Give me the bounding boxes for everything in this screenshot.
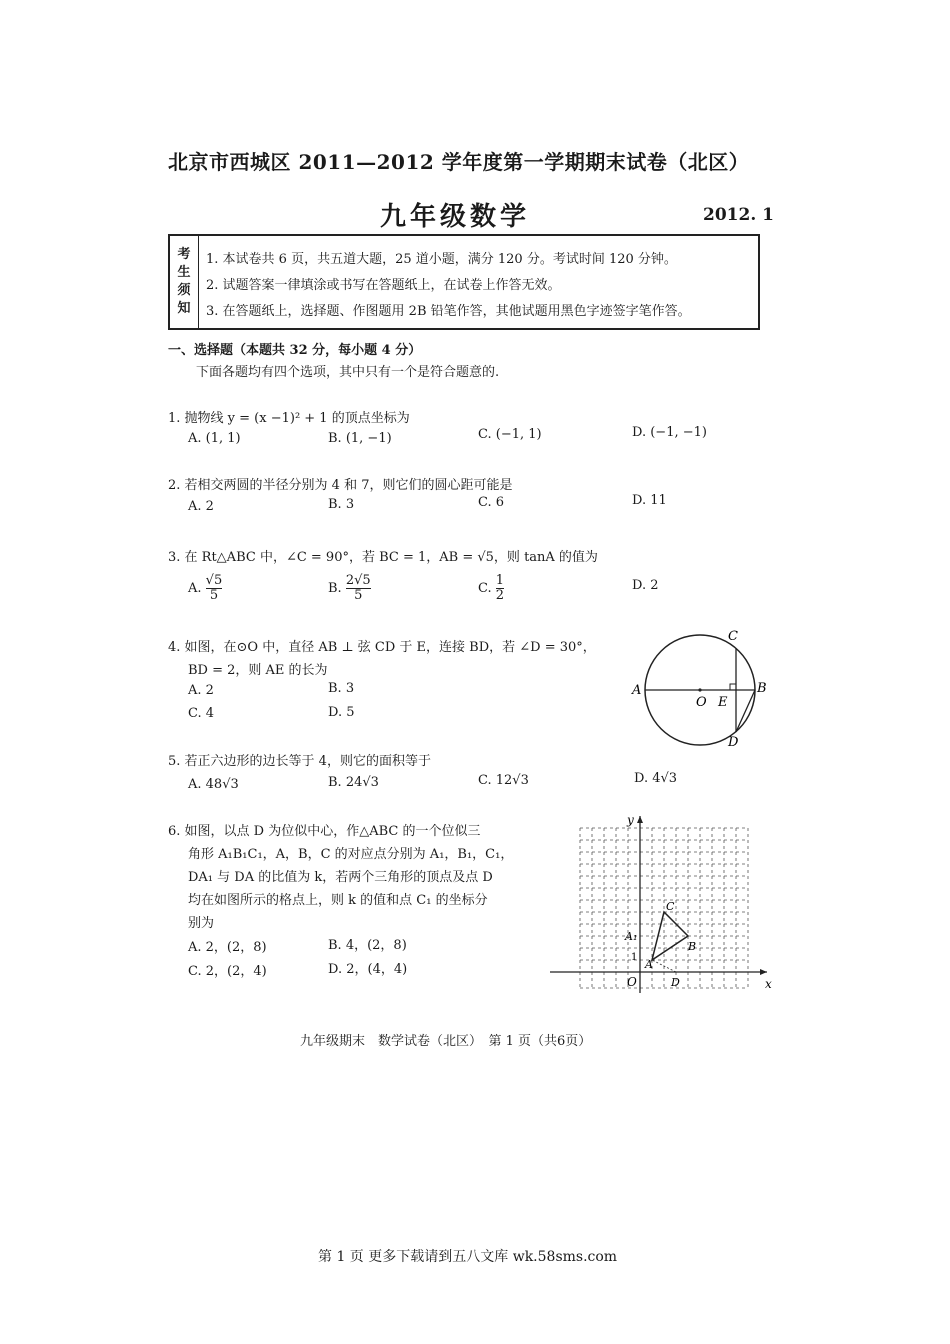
label-d: D [728, 735, 739, 750]
q2-option-b: B. 3 [328, 497, 355, 512]
q3-option-a: A. $\frac{√5}{5}$ [188, 573, 223, 603]
grid-figure [545, 810, 775, 995]
section-instruction: 下面各题均有四个选项，其中只有一个是符合题意的. [196, 365, 500, 380]
x-axis-arrow [760, 969, 767, 975]
site-footer: 第 1 页 更多下载请到五八文库 wk.58sms.com [318, 1249, 618, 1265]
label-unit: 1 [631, 952, 638, 963]
q2-option-a: A. 2 [188, 499, 214, 514]
q1-option-d: D. (−1, −1) [632, 425, 707, 440]
q1-option-b: B. (1, −1) [328, 431, 392, 446]
fraction: $\frac{2√5}{5}$ [345, 573, 371, 603]
question-6-line-4: 均在如图所示的格点上，则 k 的值和点 C₁ 的坐标分 [188, 893, 488, 908]
q2-option-c: C. 6 [478, 495, 505, 510]
question-3: 3. 在 Rt△ABC 中，∠C = 90°，若 BC = 1，AB = √5，则 tanA 的值为 [168, 550, 598, 565]
label-x: x [765, 977, 772, 991]
exam-subtitle: 九年级数学 [380, 202, 531, 232]
question-6-line-3: DA₁ 与 DA 的比值为 k，若两个三角形的顶点及点 D [188, 870, 493, 885]
q1-option-c: C. (−1, 1) [478, 427, 542, 442]
label-c: C [666, 900, 675, 913]
center-point [698, 688, 701, 691]
grid-lines [580, 828, 748, 988]
question-2: 2. 若相交两圆的半径分别为 4 和 7，则它们的圆心距可能是 [168, 478, 513, 493]
q3-option-c: C. $\frac{1}{2}$ [478, 573, 505, 603]
label-y: y [627, 813, 634, 827]
label-a: A [632, 683, 642, 698]
notice-label: 考 生 须 知 [170, 236, 199, 328]
label-b: B [757, 681, 767, 696]
q4-option-a: A. 2 [188, 683, 214, 698]
q5-option-b: B. 24√3 [328, 775, 379, 790]
q4-option-d: D. 5 [328, 705, 355, 720]
q6-option-d: D. 2，(4，4) [328, 962, 408, 977]
segment-bd [736, 690, 755, 732]
label-o: O [696, 695, 707, 710]
question-5: 5. 若正六边形的边长等于 4，则它的面积等于 [168, 754, 431, 769]
section-heading: 一、选择题（本题共 32 分，每小题 4 分） [168, 343, 422, 358]
fraction: $\frac{√5}{5}$ [205, 573, 223, 603]
exam-date: 2012. 1 [703, 205, 774, 225]
notice-item-1: 1. 本试卷共 6 页，共五道大题，25 道小题，满分 120 分。考试时间 120 分钟。 [206, 252, 677, 267]
q3-option-b: B. $\frac{2√5}{5}$ [328, 573, 371, 603]
q4-option-b: B. 3 [328, 681, 355, 696]
label-c: C [728, 629, 738, 644]
right-angle-mark [730, 684, 736, 690]
notice-box [168, 234, 760, 330]
q5-option-d: D. 4√3 [634, 771, 678, 786]
q6-option-c: C. 2，(2，4) [188, 964, 267, 979]
circle-figure [630, 624, 770, 754]
q6-option-b: B. 4，(2，8) [328, 938, 407, 953]
question-6-line-2: 角形 A₁B₁C₁，A，B，C 的对应点分别为 A₁，B₁，C₁， [188, 847, 514, 862]
label-b: B [688, 940, 697, 953]
page-footer-info: 九年级期末 数学试卷（北区） 第 1 页（共6页） [300, 1034, 592, 1049]
question-1: 1. 抛物线 y = (x −1)² + 1 的顶点坐标为 [168, 411, 410, 426]
label-e: E [718, 695, 728, 710]
question-6-line-1: 6. 如图，以点 D 为位似中心，作△ABC 的一个位似三 [168, 824, 481, 839]
question-4-line-2: BD = 2，则 AE 的长为 [188, 663, 328, 678]
fraction: $\frac{1}{2}$ [495, 573, 505, 603]
exam-title: 北京市西城区 2011—2012 学年度第一学期期末试卷（北区） [168, 150, 750, 174]
label-d: D [671, 976, 680, 989]
question-6-line-5: 别为 [188, 916, 215, 931]
y-axis-arrow [637, 816, 643, 823]
question-4-line-1: 4. 如图，在⊙O 中，直径 AB ⊥ 弦 CD 于 E，连接 BD，若 ∠D = 30°， [168, 640, 596, 655]
q5-option-c: C. 12√3 [478, 773, 529, 788]
q2-option-d: D. 11 [632, 493, 667, 508]
q1-option-a: A. (1, 1) [188, 431, 241, 446]
q5-option-a: A. 48√3 [188, 777, 239, 792]
label-a: A [645, 958, 653, 971]
q6-option-a: A. 2，(2，8) [188, 940, 267, 955]
label-origin: O [627, 975, 637, 989]
notice-item-3: 3. 在答题纸上，选择题、作图题用 2B 铅笔作答，其他试题用黑色字迹签字笔作答。 [206, 304, 691, 319]
q4-option-c: C. 4 [188, 706, 215, 721]
notice-item-2: 2. 试题答案一律填涂或书写在答题纸上，在试卷上作答无效。 [206, 278, 561, 293]
q3-option-d: D. 2 [632, 578, 659, 593]
label-a1: A₁ [625, 930, 638, 943]
